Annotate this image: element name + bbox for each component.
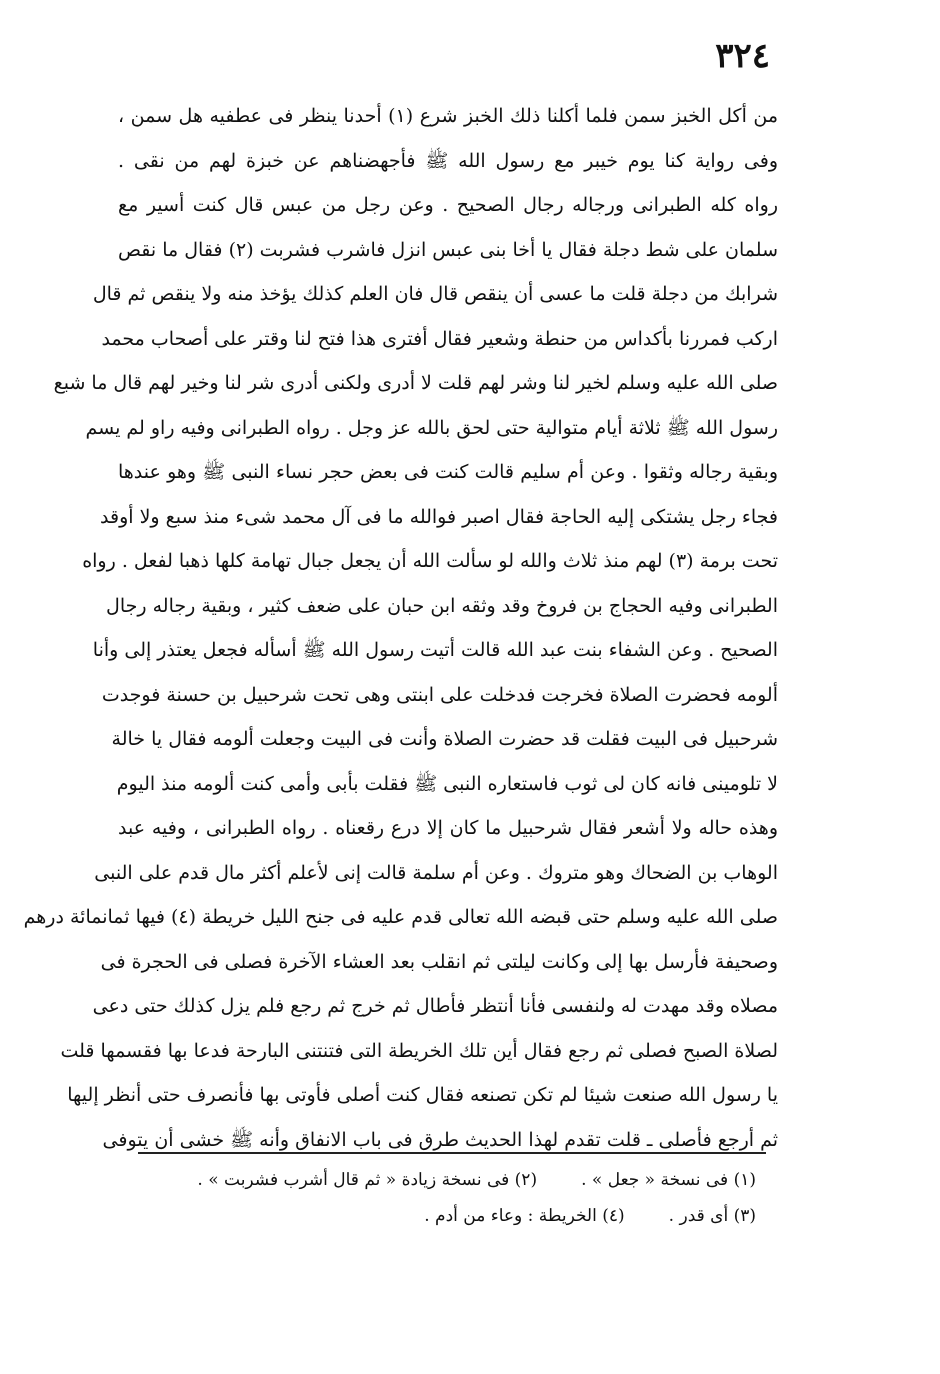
text-line: رواه كله الطبرانى ورجاله رجال الصحيح . وعن رجل من عبس قال كنت أسير مع <box>118 194 778 216</box>
text-line: فجاء رجل يشتكى إليه الحاجة فقال اصبر فوالله ما فى آل محمد شىء منذ سبع ولا أوقد <box>100 505 778 528</box>
text-line: مصلاه وقد مهدت له ولنفسى فأنا أنتظر فأطال ثم خرج ثم رجع فلم يزل كذلك حتى دعى <box>92 995 778 1017</box>
text-line: وفى رواية كنا يوم خيبر مع رسول الله ﷺ فأجهضناهم عن خبزة لهم من نقى . <box>118 149 778 172</box>
body-text <box>23 94 779 1162</box>
text-line: اركب فمررنا بأكداس من حنطة وشعير فقال أفترى هذا فتح لنا وقتر على أصحاب محمد <box>101 327 778 350</box>
text-line: ثم أرجع فأصلى ـ قلت تقدم لهذا الحديث طرق فى باب الانفاق وأنه ﷺ خشى أن يتوفى <box>102 1128 778 1151</box>
text-line: لصلاة الصبح فصلى ثم رجع فقال أين تلك الخريطة التى فتنتنى البارحة فدعا بها فقسمها قلت <box>60 1039 778 1062</box>
footnote: (٤) الخريطة : وعاء من أدم . <box>424 1206 625 1226</box>
text-line: وصحيفة فأرسل بها إلى وكانت ليلتى ثم انقلب بعد العشاء الآخرة فصلى فى الحجرة فى <box>100 950 778 973</box>
text-line: صلى الله عليه وسلم لخير لنا وشر لهم قلت لا أدرى ولكنى أدرى شر لنا وخير لهم قال ما شبع <box>53 372 778 394</box>
footnote: (٣) أى قدر . <box>668 1206 756 1226</box>
footnote: (٢) فى نسخة زيادة « ثم قال أشرب فشربت » . <box>197 1170 538 1190</box>
footnote-divider <box>138 1152 766 1154</box>
text-line: ألومه فحضرت الصلاة فخرجت فدخلت على ابنتى وهى تحت شرحبيل بن حسنة فوجدت <box>101 683 778 706</box>
text-line: شرابك من دجلة قلت ما عسى أن ينقص قال فان العلم كذلك يؤخذ منه ولا ينقص ثم قال <box>92 283 778 305</box>
text-line: رسول الله ﷺ ثلاثة أيام متوالية حتى لحق بالله عز وجل . رواه الطبرانى وفيه راو لم يسم <box>85 416 778 439</box>
text-line: تحت برمة (٣) لهم منذ ثلاث والله لو سألت الله أن يجعل جبال تهامة كلها ذهبا لفعل . رواه <box>82 550 778 572</box>
page-number: ٣٢٤ <box>715 36 770 76</box>
text-line: الوهاب بن الضحاك وهو متروك . وعن أم سلمة قالت إنى لأعلم أكثر مال قدم على النبى <box>94 861 778 884</box>
text-line: وهذه حاله ولا أشعر فقال شرحبيل ما كان إلا درع رقعناه . رواه الطبرانى ، وفيه عبد <box>118 817 778 839</box>
text-line: يا رسول الله صنعت شيئا لم تكن تصنعه فقال كنت أصلى فأوتى بها فأنصرف حتى أنظر إليها <box>67 1084 778 1106</box>
text-line: وبقية رجاله وثقوا . وعن أم سليم قالت كنت فى بعض حجر نساء النبى ﷺ وهو عندها <box>118 461 778 483</box>
footnotes <box>150 1162 756 1234</box>
text-line: سلمان على شط دجلة فقال يا أخا بنى عبس انزل فاشرب فشربت (٢) فقال ما نقص <box>118 238 778 261</box>
text-line: شرحبيل فى البيت فقلت قد حضرت الصلاة وأنت فى البيت وجعلت ألومه فقال يا خالة <box>111 728 778 750</box>
footnote: (١) فى نسخة « جعل » . <box>581 1170 756 1190</box>
footnote-line <box>150 1198 756 1234</box>
text-line: من أكل الخبز سمن فلما أكلنا ذلك الخبز شرع (١) أحدنا ينظر فى عطفيه هل سمن ، <box>118 105 779 127</box>
footnote-line <box>150 1162 756 1198</box>
text-line: الصحيح . وعن الشفاء بنت عبد الله قالت أتيت رسول الله ﷺ أسأله فجعل يعتذر إلى وأنا <box>92 639 778 661</box>
text-line: لا تلومينى فانه كان لى ثوب فاستعاره النبى ﷺ فقلت بأبى وأمى كنت ألومه منذ اليوم <box>116 772 778 795</box>
text-line: الطبرانى وفيه الحجاج بن فروخ وقد وثقه ابن حبان على ضعف كثير ، وبقية رجاله رجال <box>106 594 778 617</box>
text-line: صلى الله عليه وسلم حتى قبضه الله تعالى قدم عليه فى جنح الليل خريطة (٤) فيها ثمانمائة درهم <box>23 906 778 928</box>
